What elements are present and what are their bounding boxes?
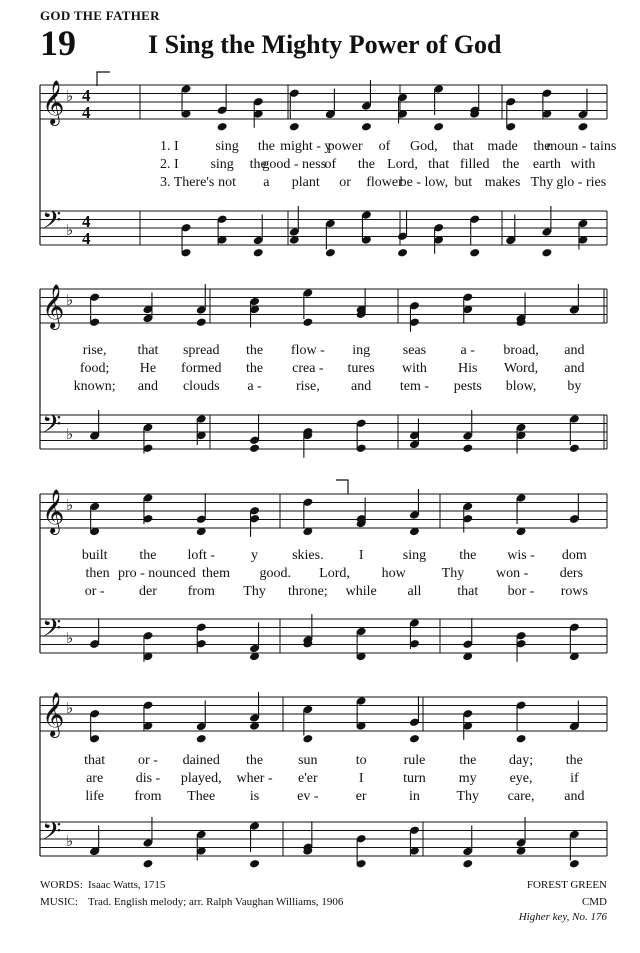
lyric-syllable: rise, [295,379,320,394]
lyric-syllable: and [137,379,159,394]
note [541,248,552,258]
lyric-syllable: dom [561,548,587,563]
note [462,859,473,869]
lyric-syllable: Thy [243,584,266,599]
lyric-syllable: turn [403,771,426,786]
flat-icon: ♭ [66,291,74,309]
higher-key-note: Higher key, No. 176 [518,911,607,923]
lyric-syllable: in [409,789,420,804]
hymn-title: I Sing the Mighty Power of God [148,30,502,59]
note [361,122,372,132]
lyric-syllable: Lord, [387,157,418,172]
time-signature: 4 [82,86,91,105]
lyric-syllable: or - [138,753,158,768]
flat-icon: ♭ [66,832,74,850]
lyric-syllable: the [245,343,264,358]
lyric-syllable: Thee [187,789,216,804]
lyric-syllable: pests [453,379,482,394]
lyric-syllable: that [137,343,159,358]
lyric-syllable: from [134,789,162,804]
lyric-syllable: sun [298,753,318,768]
lyric-syllable: Thy [456,789,480,804]
time-signature: 4 [82,229,91,248]
lyric-syllable: all [407,584,422,599]
lyric-syllable: by [567,379,582,394]
bass-staff [40,211,607,245]
lyric-syllable: der [139,584,157,599]
lyric-syllable: played, [180,771,222,786]
flat-icon: ♭ [66,221,74,239]
lyric-syllable: of [378,139,391,154]
lyric-syllable: that [457,584,479,599]
lyric-syllable: day; [508,753,534,768]
lyric-syllable: sing [215,139,239,154]
lyric-syllable: loft - [187,548,216,563]
lyric-syllable: the [249,157,267,172]
lyric-syllable: Thy [530,175,554,190]
treble-notes [89,489,580,537]
treble-clef-icon: 𝄞 [42,692,65,736]
lyric-syllable: good - ness [262,157,327,172]
note [433,122,444,132]
lyric-syllable: sing [402,548,427,563]
lyric-syllable: makes [484,175,521,190]
lyric-syllable: ing [352,343,371,358]
lyric-syllable: dis - [135,771,161,786]
lyric-syllable: God, [410,139,438,154]
section-heading: GOD THE FATHER [40,8,160,23]
lyric-syllable: from [187,584,215,599]
lyric-syllable: if [570,771,579,786]
note [516,734,527,744]
lyric-syllable: pro - nounced [117,566,196,581]
note [142,859,153,869]
lyric-syllable: wher - [236,771,273,786]
lyric-syllable: Word, [503,361,539,376]
lyric-syllable: the [533,139,551,154]
tune-name: FOREST GREEN [526,879,607,891]
hymn-number: 19 [40,23,76,63]
bass-notes [89,410,580,458]
lyric-syllable: and [564,361,585,376]
lyric-syllable: formed [181,361,222,376]
note [217,122,228,132]
lyric-syllable: He [139,361,157,376]
lyric-syllable: or [339,175,351,190]
lyric-syllable: ders [559,566,584,581]
note [249,443,260,453]
lyric-syllable: tem - [399,379,430,394]
lyric-syllable: and [564,789,585,804]
phrase-mark [97,72,110,86]
lyric-syllable: them [202,566,231,581]
flat-icon: ♭ [66,87,74,105]
lyric-syllable: that [452,139,474,154]
lyric-syllable: the [257,139,275,154]
words-label: WORDS: [40,879,83,891]
bass-clef-icon: 𝄢 [42,206,62,241]
note [462,443,473,453]
lyric-syllable: sing [210,157,234,172]
lyric-syllable: be - low, [399,175,449,190]
flat-icon: ♭ [66,425,74,443]
lyric-syllable: flower [366,175,403,190]
meter: CMD [581,896,607,908]
lyric-syllable: made [487,139,518,154]
lyric-syllable: plant [291,175,320,190]
lyric-syllable: a - [247,379,262,394]
lyric-syllable: I [358,548,364,563]
note [397,248,408,258]
treble-clef-icon: 𝄞 [42,284,65,328]
lyric-syllable: I [358,771,364,786]
treble-notes [89,692,580,744]
words-credit [40,877,343,894]
lyric-syllable: moun - tains [546,139,617,154]
treble-staff [40,85,607,119]
flat-icon: ♭ [66,629,74,647]
lyric-syllable: with [570,157,596,172]
bass-clef-icon: 𝄢 [42,410,62,445]
treble-clef-icon: 𝄞 [42,80,65,124]
bass-clef-icon: 𝄢 [42,817,62,852]
lyric-syllable: the [565,753,583,768]
lyric-syllable: ev - [297,789,319,804]
lyric-syllable: y [251,548,259,563]
lyric-syllable: Thy [441,566,465,581]
lyric-syllable: rows [560,584,588,599]
lyric-syllable: care, [507,789,535,804]
flat-icon: ♭ [66,699,74,717]
lyric-syllable: how [381,566,406,581]
lyric-syllable: earth [532,157,561,172]
lyric-syllable: the [502,157,520,172]
lyric-syllable: my [458,771,477,786]
lyric-syllable: but [454,175,473,190]
lyric-syllable: built [81,548,108,563]
time-signature: 4 [82,103,91,122]
lyric-syllable: is [249,789,260,804]
lyric-syllable: clouds [182,379,220,394]
lyric-syllable: that [428,157,450,172]
lyric-syllable: might - y [280,139,332,154]
tune-info [527,877,607,911]
lyric-syllable: glo - ries [556,175,607,190]
lyric-syllable: 2. I [160,157,179,172]
music-label: MUSIC: [40,896,78,908]
flat-icon: ♭ [66,496,74,514]
lyric-syllable: blow, [505,379,537,394]
lyric-syllable: and [351,379,372,394]
lyric-syllable: Lord, [319,566,350,581]
note [409,734,420,744]
lyric-syllable: not [218,175,236,190]
lyric-syllable: 1. I [160,139,179,154]
lyric-syllable: broad, [503,343,539,358]
phrase-mark [336,480,348,494]
lyric-syllable: a - [460,343,475,358]
treble-notes [181,80,589,132]
lyric-syllable: life [85,789,104,804]
lyric-syllable: filled [459,157,490,172]
lyric-syllable: that [84,753,106,768]
lyric-syllable: eye, [509,771,533,786]
lyric-syllable: er [355,789,367,804]
music-credit [40,894,343,911]
lyric-syllable: flow - [290,343,325,358]
lyric-syllable: the [459,753,477,768]
lyric-syllable: and [564,343,585,358]
lyric-syllable: the [139,548,157,563]
lyric-syllable: won - [496,566,529,581]
lyric-syllable: wis - [507,548,535,563]
note [196,734,207,744]
music-source: Trad. English melody; arr. Ralph Vaughan Williams, 1906 [88,896,344,908]
lyric-syllable: known; [73,379,116,394]
lyric-syllable: good. [259,566,292,581]
bass-notes [89,817,580,869]
lyric-syllable: dained [182,753,220,768]
lyric-syllable: food; [79,361,110,376]
lyric-syllable: rule [403,753,426,768]
lyric-syllable: the [459,548,477,563]
bass-notes [181,206,589,258]
lyric-syllable: bor - [507,584,535,599]
lyric-syllable: are [86,771,104,786]
treble-clef-icon: 𝄞 [42,489,65,533]
lyric-syllable: 3. There's [160,175,215,190]
words-author: Isaac Watts, 1715 [88,879,166,891]
lyric-syllable: rise, [82,343,107,358]
lyric-syllable: to [355,753,367,768]
note [469,248,480,258]
lyric-syllable: of [324,157,337,172]
note [577,122,588,132]
lyric-syllable: spread [182,343,220,358]
lyric-syllable: throne; [288,584,328,599]
bass-clef-icon: 𝄢 [42,614,62,649]
lyric-syllable: the [245,753,264,768]
note [289,122,300,132]
lyric-syllable: the [245,361,264,376]
lyric-syllable: the [357,157,376,172]
lyric-syllable: then [85,566,110,581]
lyric-syllable: tures [347,361,375,376]
lyric-syllable: while [345,584,377,599]
lyric-syllable: with [402,361,427,376]
bass-notes [89,614,580,662]
lyric-syllable: His [458,361,478,376]
treble-notes [89,284,580,332]
lyric-syllable: a [263,175,270,190]
note [196,317,207,327]
lyric-syllable: or - [84,584,105,599]
lyric-syllable: seas [402,343,427,358]
note [249,859,260,869]
lyric-syllable: crea - [292,361,324,376]
note [253,248,264,258]
lyric-syllable: power [327,139,363,154]
time-signature: 4 [82,212,91,231]
lyric-syllable: skies. [292,548,324,563]
lyric-syllable: e'er [298,771,318,786]
credits [40,877,343,911]
